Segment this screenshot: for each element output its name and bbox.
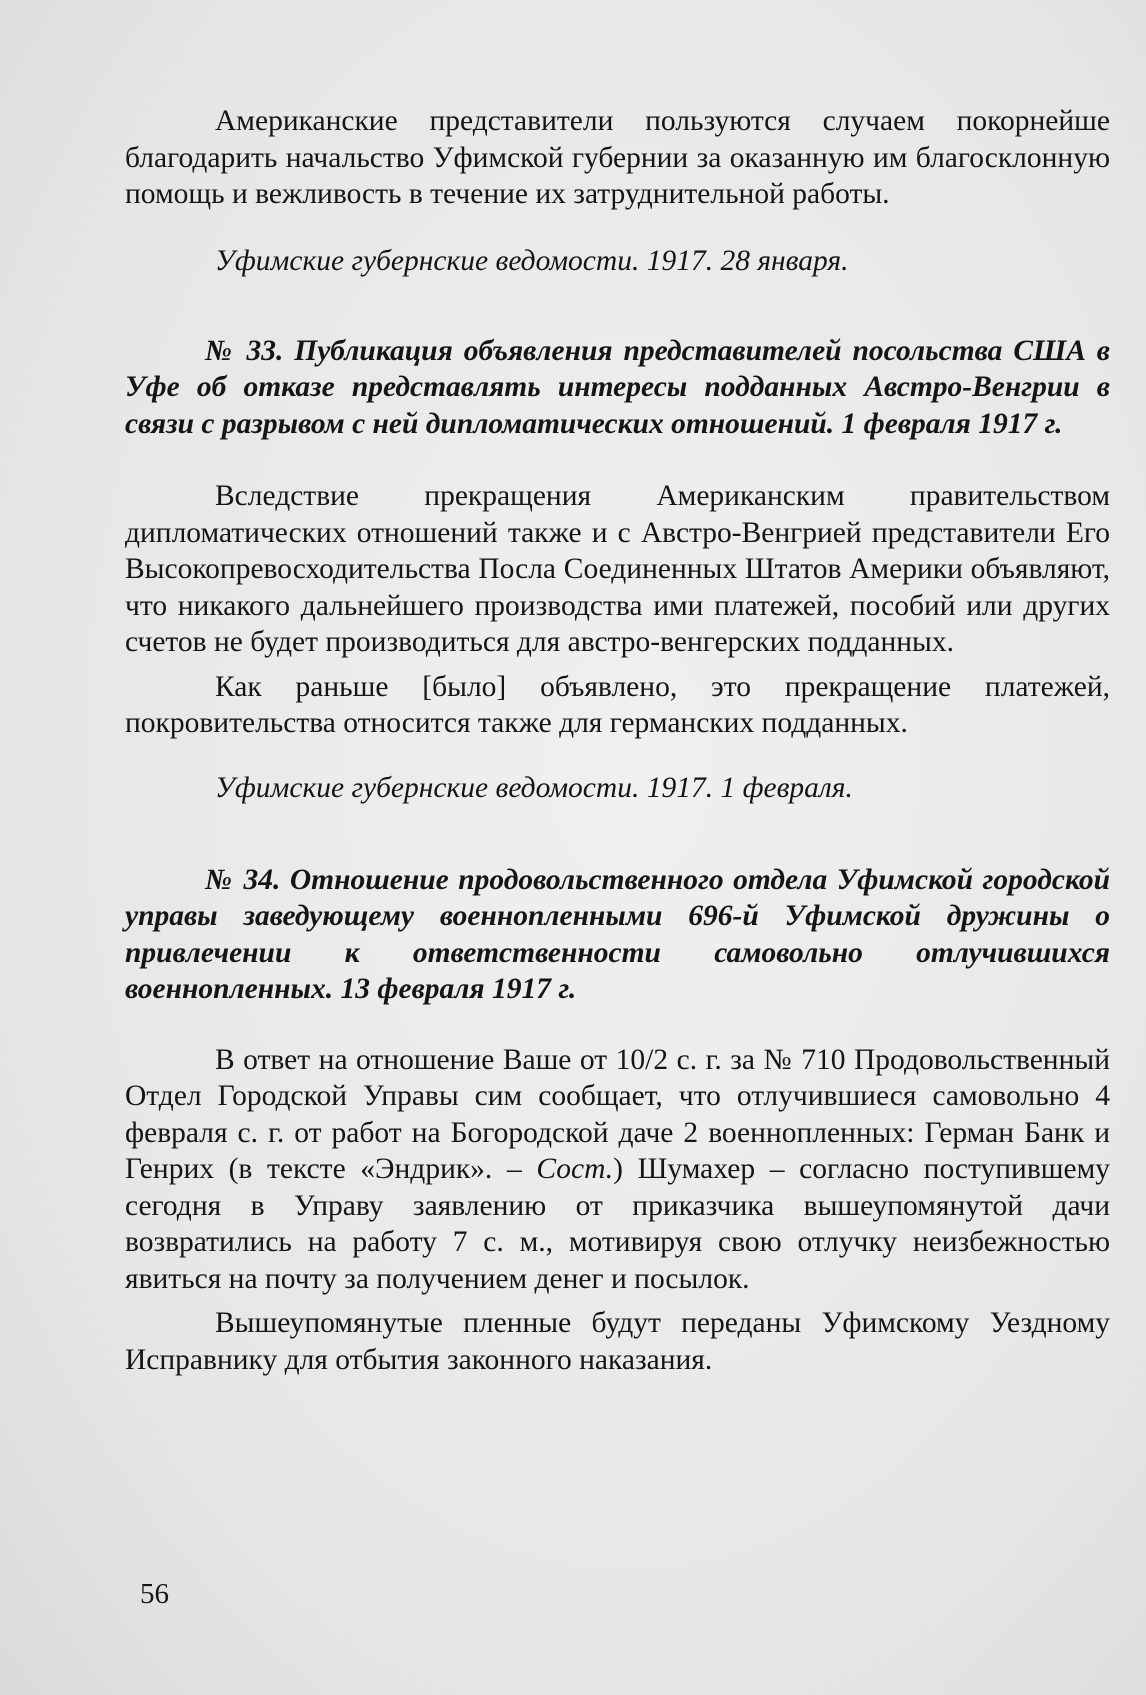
text-column xyxy=(125,103,1110,1378)
paragraph-text-part: В ответ на отношение Ваше от 10/2 с. г. за № 710 Продовольственный Отдел Городской Управы сим сообщает, что отлучившиеся самовольно 4 февраля с. г. от работ на Богородской даче 2 военнопленных: Герман Банк и Генрих (в тексте «Эндрик». – xyxy=(125,1043,1110,1185)
source-citation: Уфимские губернские ведомости. 1917. 28 января. xyxy=(215,244,849,277)
document-33-paragraph-2: Как раньше [было] объявлено, это прекращение платежей, покровительства относится также для германских подданных. xyxy=(125,670,1110,739)
page-number: 56 xyxy=(140,1578,169,1610)
document-34-paragraph-2: Вышеупомянутые пленные будут переданы Уфимскому Уездному Исправнику для отбытия законного наказания. xyxy=(125,1307,1110,1376)
document-33-source: Уфимские губернские ведомости. 1917. 1 февраля. xyxy=(215,771,853,804)
document-33-paragraph-1: Вследствие прекращения Американским правительством дипломатических отношений также и с Австро-Венгрией представители Его Высокопревосходительства Посла Соединенных Штатов Америки объявляют, что никакого дальнейшего производства ими платежей, пособий или других счетов не будет производиться для австро-венгерских подданных. xyxy=(125,480,1110,658)
paragraph-text-part: ) Шумахер – согласно поступившему сегодня в Управу заявлению от приказчика вышеупомянутой дачи возвратились на работу 7 с. м., мотивируя свою отлучку неизбежностью явиться на почту за получением денег и посылок. xyxy=(125,1153,1111,1295)
intro-paragraph: Американские представители пользуются случаем покорнейше благодарить начальство Уфимской губернии за оказанную им благосклонную помощь и вежливость в течение их затруднительной работы. xyxy=(125,105,1110,210)
document-34-paragraph-1 xyxy=(125,1042,1110,1298)
document-33-title: № 33. Публикация объявления представителей посольства США в Уфе об отказе представлять интересы подданных Австро-Венгрии в связи с разрывом с ней дипломатических отношений. 1 февраля 1917 г. xyxy=(125,334,1110,440)
compiler-note: Сост. xyxy=(536,1153,614,1185)
document-34-title: № 34. Отношение продовольственного отдела Уфимской городской управы заведующему военнопленными 696-й Уфимской дружины о привлечении к ответственности самовольно отлучившихся военнопленных. 13 февраля 1917 г. xyxy=(125,863,1110,1005)
